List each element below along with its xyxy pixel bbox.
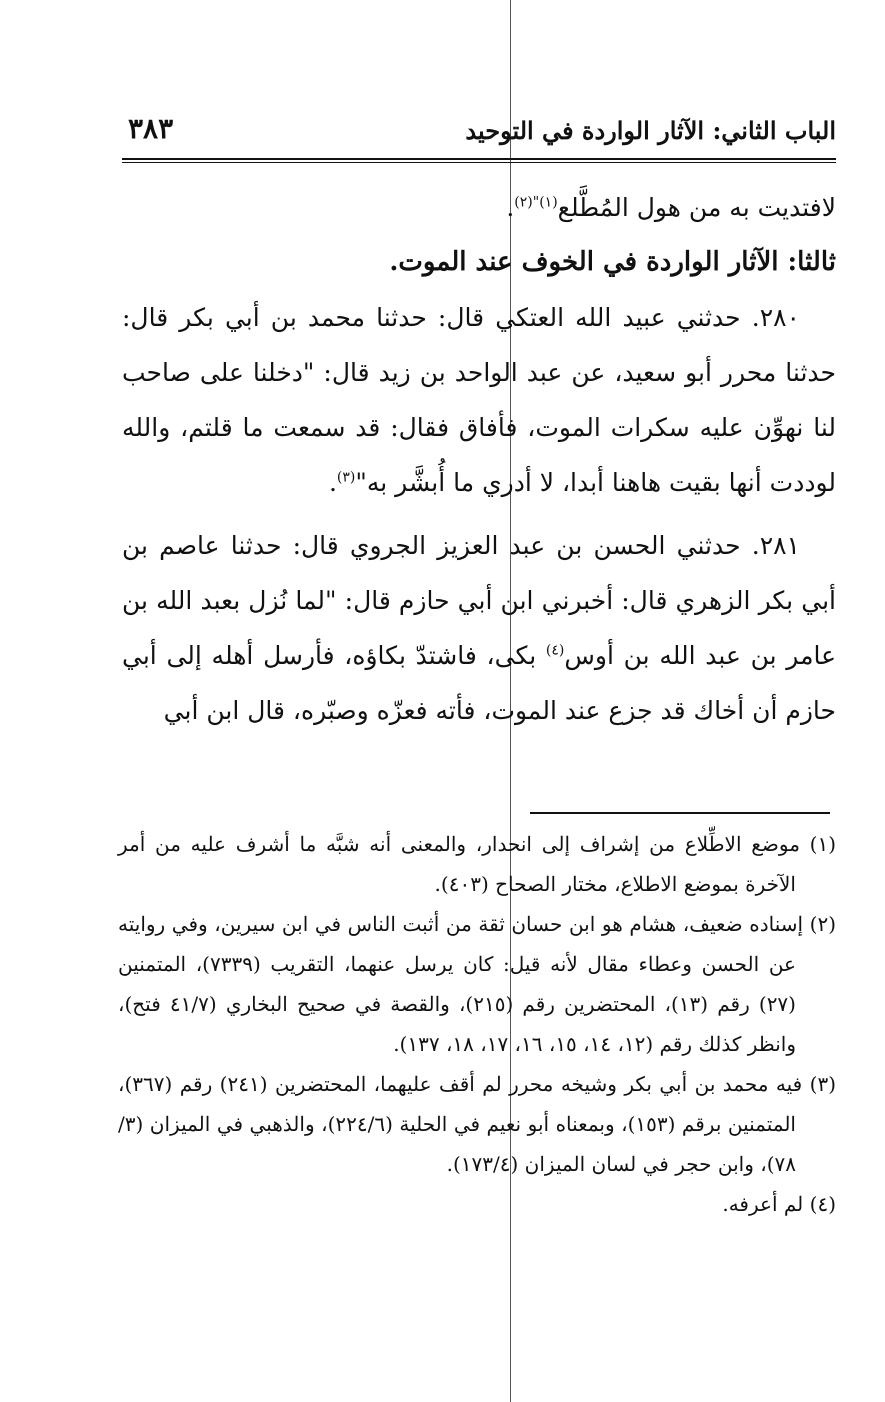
paragraph-281-text-b: بكى، فاشتدّ بكاؤه، فأرسل أهله إلى أبي حازم أن أخاك قد جزع عند الموت، فأته فعزّه وصبّره، قال ابن أبي bbox=[122, 641, 836, 725]
paragraph-280-text: ٢٨٠. حدثني عبيد الله العتكي قال: حدثنا محمد بن أبي بكر قال: حدثنا محرر أبو سعيد، عن عبد الواحد بن زيد قال: "دخلنا على صاحب لنا نهوِّن عليه سكرات الموت، فأفاق فقال: قد سمعت ما قلتم، والله لوددت أنها بقيت هاهنا أبدا، لا أدري ما أُبشَّر به" bbox=[122, 303, 836, 497]
main-text bbox=[122, 180, 836, 738]
footnote-4: (٤) لم أعرفه. bbox=[722, 1192, 836, 1216]
paragraph-281-text-a: ٢٨١. حدثني الحسن بن عبد العزيز الجروي قال: حدثنا عاصم بن أبي بكر الزهري قال: أخبرني ابن أبي حازم قال: "لما نُزل بعبد الله بن عامر بن عبد الله بن أوس bbox=[122, 531, 836, 670]
page-number: ٣٨٣ bbox=[128, 112, 174, 145]
paragraph-281 bbox=[122, 518, 836, 738]
paragraph-280: ٢٨٠. حدثني عبيد الله العتكي قال: حدثنا محمد بن أبي بكر قال: حدثنا محرر أبو سعيد، عن عبد الواحد بن زيد قال: "دخلنا على صاحب لنا نهوِّن عليه سكرات الموت، فأفاق فقال: قد سمعت ما قلتم، والله لوددت أنها بقيت هاهنا أبدا، لا أدري ما أُبشَّر به"$^{(٣)}$. bbox=[122, 303, 836, 497]
continued-line: لافتديت به من هول المُطَّلع$^{(١)"(٢)}$. bbox=[506, 193, 836, 222]
footnote-1: (١) موضع الاطِّلاع من إشراف إلى انحدار، والمعنى أنه شبَّه ما أشرف عليه من أمر الآخرة بموضع الاطلاع، مختار الصحاح (٤٠٣). bbox=[118, 832, 836, 896]
page-header bbox=[122, 112, 836, 162]
continued-line-text: لافتديت به من هول المُطَّلع bbox=[557, 193, 836, 222]
footnote-2: (٢) إسناده ضعيف، هشام هو ابن حسان ثقة من أثبت الناس في ابن سيرين، وفي روايته عن الحسن وعطاء مقال لأنه قيل: كان يرسل عنهما، التقريب (٧٣٣٩)، المتمنين (٢٧) رقم (١٣)، المحتضرين رقم (٢١٥)، والقصة في صحيح البخاري (٤١/٧ فتح)، وانظر كذلك رقم (١٢، ١٤، ١٥، ١٦، ١٧، ١٨، ١٣٧). bbox=[118, 912, 836, 1056]
footnote-ref-3: (٣) bbox=[336, 469, 356, 486]
footnote-ref-1-2: (١)"(٢) bbox=[514, 194, 558, 211]
footnote-divider bbox=[530, 812, 830, 814]
footnote-ref-4: (٤) bbox=[545, 642, 565, 659]
footnotes-section bbox=[118, 824, 836, 1224]
chapter-title: الباب الثاني: الآثار الواردة في التوحيد bbox=[465, 116, 836, 145]
section-heading: ثالثا: الآثار الواردة في الخوف عند الموت. bbox=[389, 247, 836, 277]
header-divider bbox=[122, 158, 836, 163]
footnote-3: (٣) فيه محمد بن أبي بكر وشيخه محرر لم أقف عليهما، المحتضرين (٢٤١) رقم (٣٦٧)، المتمنين برقم (١٥٣)، وبمعناه أبو نعيم في الحلية (٢٢٤/٦)، والذهبي في الميزان (٣/ ٧٨)، وابن حجر في لسان الميزان (١٧٣/٤). bbox=[118, 1072, 837, 1176]
